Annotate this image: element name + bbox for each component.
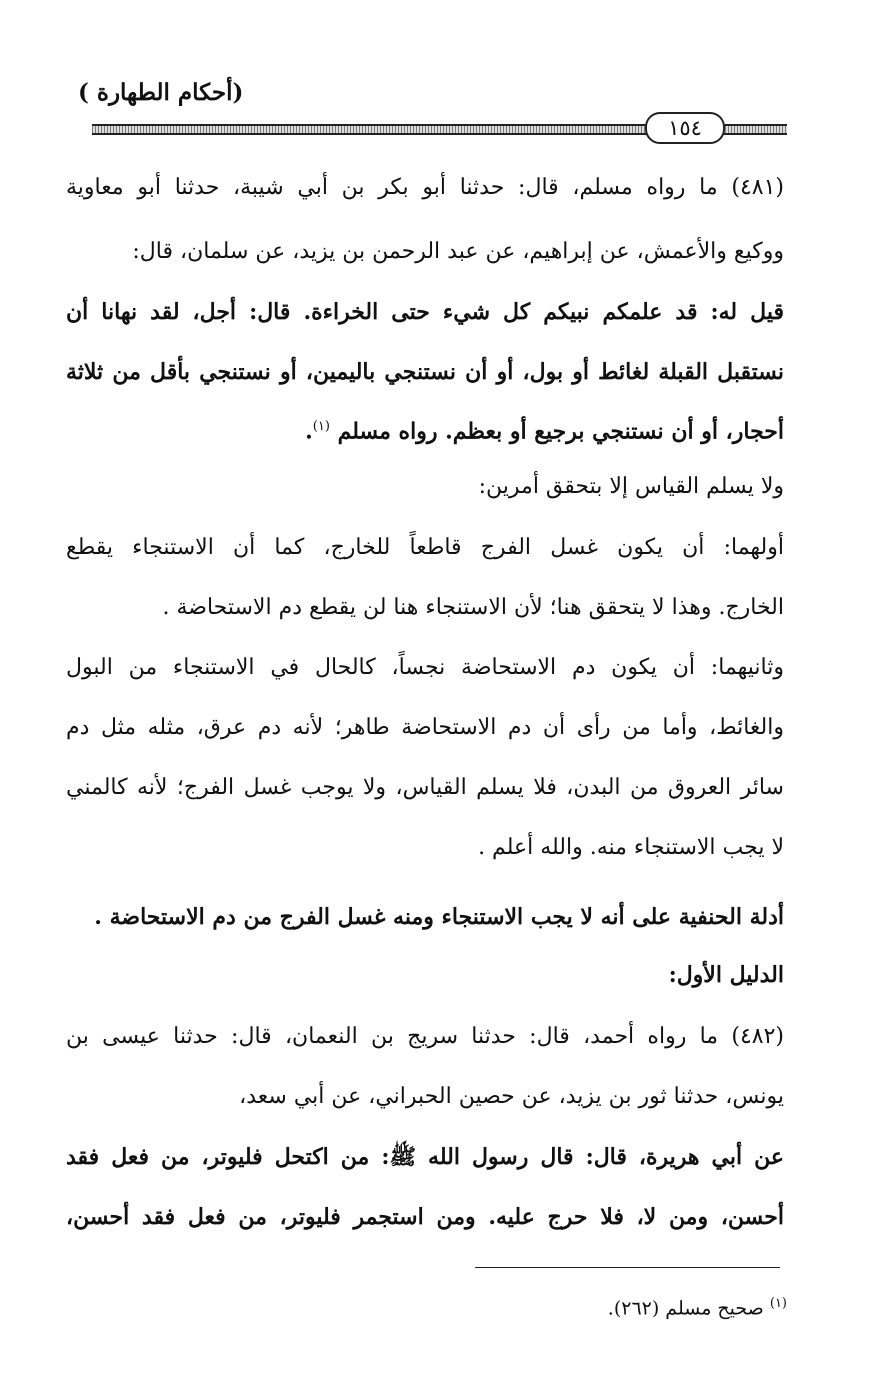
running-title: (أحكام الطهارة ) (78, 79, 244, 106)
text-line (66, 168, 784, 208)
text-line (66, 352, 784, 392)
line-text: قيل له: قد علمكم نبيكم كل شيء حتى الخراءة. قال: أجل، لقد نهانا أن (66, 299, 784, 325)
line-text: والغائط، وأما من رأى أن دم الاستحاضة طاهر؛ لأنه دم عرق، مثله مثل دم (66, 715, 784, 740)
line-text: (٤٨١) ما رواه مسلم، قال: حدثنا أبو بكر بن أبي شيبة، حدثنا أبو معاوية (66, 175, 784, 200)
line-text: سائر العروق من البدن، فلا يسلم القياس، ولا يوجب غسل الفرج؛ لأنه كالمني (66, 775, 784, 800)
text-line (66, 1017, 784, 1057)
text-line (66, 768, 784, 808)
line-text: أدلة الحنفية على أنه لا يجب الاستنجاء ومنه غسل الفرج من دم الاستحاضة . (94, 904, 784, 930)
line-text: الدليل الأول: (668, 962, 784, 988)
text-line (66, 1137, 784, 1177)
line-text: لا يجب الاستنجاء منه. والله أعلم . (478, 835, 784, 860)
text-line (66, 1077, 784, 1117)
footnote-rule (475, 1267, 780, 1268)
line-text: وثانيهما: أن يكون دم الاستحاضة نجساً، كالحال في الاستنجاء من البول (66, 655, 784, 680)
line-text: يونس، حدثنا ثور بن يزيد، عن حصين الحبراني، عن أبي سعد، (239, 1084, 784, 1109)
text-line (66, 955, 784, 995)
text-line (66, 467, 784, 507)
footnote (608, 1296, 787, 1319)
footnote-reference: (١) (312, 419, 330, 434)
text-line (66, 407, 784, 447)
footnote-marker: (١) (769, 1296, 787, 1311)
line-end-punctuation: . (305, 418, 313, 445)
line-text: عن أبي هريرة، قال: قال رسول الله ﷺ: من اكتحل فليوتر، من فعل فقد (66, 1144, 784, 1170)
page-number: ١٥٤ (645, 112, 725, 144)
line-text: (٤٨٢) ما رواه أحمد، قال: حدثنا سريج بن النعمان، قال: حدثنا عيسى بن (66, 1024, 784, 1049)
line-text: أحجار، أو أن نستنجي برجيع أو بعظم. رواه مسلم (337, 418, 784, 445)
text-line (66, 828, 784, 868)
text-line (66, 708, 784, 748)
line-text: ووكيع والأعمش، عن إبراهيم، عن عبد الرحمن بن يزيد، عن سلمان، قال: (132, 239, 784, 264)
line-text: أولهما: أن يكون غسل الفرج قاطعاً للخارج، كما أن الاستنجاء يقطع (66, 535, 784, 560)
text-line (66, 292, 784, 332)
text-line (66, 588, 784, 628)
text-line (66, 648, 784, 688)
text-line (66, 528, 784, 568)
footnote-text: صحيح مسلم (٢٦٢). (607, 1297, 764, 1320)
line-text: نستقبل القبلة لغائط أو بول، أو أن نستنجي باليمين، أو نستنجي بأقل من ثلاثة (66, 359, 784, 385)
line-text: أحسن، ومن لا، فلا حرج عليه. ومن استجمر فليوتر، من فعل فقد أحسن، (66, 1204, 784, 1230)
line-text: الخارج. وهذا لا يتحقق هنا؛ لأن الاستنجاء هنا لن يقطع دم الاستحاضة . (162, 595, 784, 620)
text-line (66, 232, 784, 272)
line-text: ولا يسلم القياس إلا بتحقق أمرين: (478, 474, 784, 499)
text-line (66, 1197, 784, 1237)
text-line (66, 897, 784, 937)
